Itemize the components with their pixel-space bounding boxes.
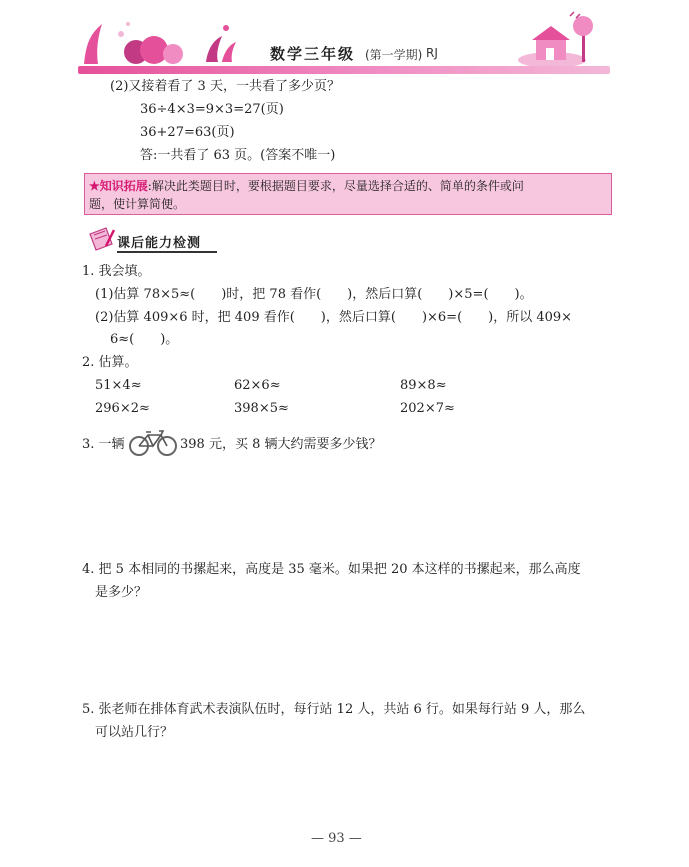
- section-underline: [117, 251, 217, 253]
- question-text: 398 元，买 8 辆大约需要多少钱？: [180, 437, 382, 452]
- estimate-item: 202×7≈: [400, 401, 455, 416]
- solution-step: 36+27=63(页): [140, 125, 235, 140]
- book-term: (第一学期): [365, 48, 423, 62]
- bicycle-icon: [128, 427, 178, 457]
- tip-text: :解决此类题目时，要根据题目要求，尽量选择合适的、简单的条件或问: [147, 179, 524, 193]
- question-text: 4. 把 5 本相同的书摞起来，高度是 35 毫米。如果把 20 本这样的书摞起来，那么高度: [82, 562, 581, 577]
- solution-answer: 答:一共看了 63 页。(答案不唯一): [140, 148, 336, 163]
- house-tree-decoration: [512, 10, 612, 70]
- estimate-item: 398×5≈: [234, 401, 289, 416]
- estimate-item: 296×2≈: [95, 401, 150, 416]
- question-text: (2)估算 409×6 时，把 409 看作( )，然后口算( )×6=( )，所以 409×: [95, 310, 573, 325]
- star-icon: ★: [89, 179, 100, 193]
- header-band: [78, 66, 610, 74]
- question-title: 2. 估算。: [82, 355, 138, 370]
- section-title: 课后能力检测: [117, 236, 202, 251]
- solution-step: 36÷4×3=9×3=27(页): [140, 102, 284, 117]
- question-text: 5. 张老师在排体育武术表演队伍时，每行站 12 人，共站 6 行。如果每行站 9 人，那么: [82, 702, 586, 717]
- tip-line: [89, 177, 524, 194]
- pencil-book-icon: [88, 226, 116, 252]
- estimate-item: 62×6≈: [234, 378, 281, 393]
- question-text: (1)估算 78×5≈( )时，把 78 看作( )，然后口算( )×5=( )。: [95, 287, 533, 302]
- solution-question: (2)又接着看了 3 天，一共看了多少页？: [110, 79, 340, 94]
- estimate-item: 89×8≈: [400, 378, 447, 393]
- page-number: — 93 —: [311, 831, 362, 846]
- question-text: 是多少？: [95, 585, 148, 600]
- page-header: [0, 0, 689, 78]
- tip-label: 知识拓展: [99, 179, 148, 193]
- estimate-item: 51×4≈: [95, 378, 142, 393]
- tip-text: 题，使计算简便。: [89, 197, 186, 211]
- book-title: 数学三年级: [270, 45, 356, 63]
- question-text: 可以站几行？: [95, 725, 174, 740]
- question-text: 6≈( )。: [110, 332, 179, 347]
- flower-decoration: [76, 14, 246, 66]
- knowledge-tip-box: [84, 173, 612, 215]
- question-text: 3. 一辆: [82, 437, 125, 452]
- question-title: 1. 我会填。: [82, 264, 151, 279]
- book-edition: RJ: [426, 46, 438, 60]
